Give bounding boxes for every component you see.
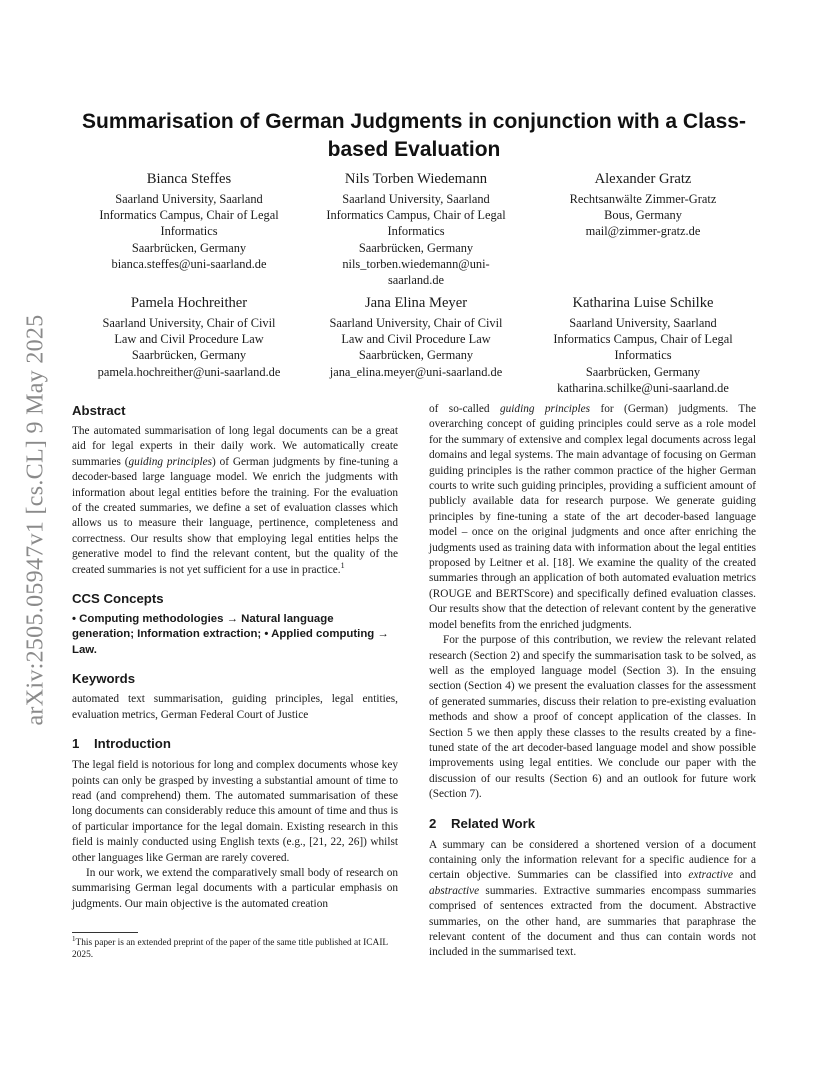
author-affiliation: Saarland University, Chair of Civil Law and Civil Procedure Law Saarbrücken, Germany jana_elina.meyer@uni-saarland.de xyxy=(329,316,503,379)
author-block xyxy=(305,294,527,380)
paragraph-emphasis: guiding principles xyxy=(499,403,591,415)
paragraph-text-part: for (German) judgments. The overarching concept of guiding principles could serve as a role model for the summary of extensive and complex legal documents across legal domains and legal systems. The main advantage of focusing on German guiding principles is the rather common practice of the higher German courts to write such guiding principles, providing a sufficient amount of publicly available data for research purpose. We generate guiding principles by fine-tuning a state of the art decoder-based language model – once on the original judgments and once after enriching the judgments used as training data with information about the legal entities proposed by Leitner et al. [18]. We examine the quality of the created summaries through an application of both automated evaluation metrics (ROUGE and BERTScore) and specifically defined evaluation classes. Our results show that the detection of relevant content by the generative model benefits from the enriched judgments. xyxy=(429,403,756,631)
arxiv-identifier-text: arXiv:2505.05947v1 [cs.CL] 9 May 2025 xyxy=(22,314,49,726)
intro-paragraph-1: The legal field is notorious for long and complex documents whose key points can only be grasped by investing a substantial amount of time to read (and comprehend) them. The automated summarisation of these long documents can considerably reduce this amount of time and thus is of particular importance for the legal domain. Existing research in this field is mainly conducted using English texts (e.g., [21, 22, 26]) whilst other languages like German are rarely covered. xyxy=(72,759,398,864)
author-affiliation: Saarland University, Saarland Informatics Campus, Chair of Legal Informatics Saarbrücken, Germany nils_torben.wiedemann@uni- saarland.de xyxy=(326,192,506,288)
paragraph-emphasis: extractive xyxy=(688,869,733,882)
intro-paragraph-4: For the purpose of this contribution, we review the relevant related research (Section 2) and specify the summarisation task to be solved, as well as the employed language model (Section 3). In the ensuing section (Section 4) we present the evaluation classes for the assessment of generated summaries, discuss their relation to pre-existing evaluation methods and show a proof of concept application of the classes. In Section 5 we then apply these classes to the results created by a fine-tuned state of the art decoder-based language model and show possible improvements using legal entities. We conclude our paper with the discussion of our results (Section 6) and an outlook for future work (Section 7). xyxy=(429,634,756,801)
section-number: 1 xyxy=(72,736,80,752)
footnote-divider xyxy=(72,932,138,933)
author-affiliation: Saarland University, Chair of Civil Law and Civil Procedure Law Saarbrücken, Germany pamela.hochreither@uni-saarland.de xyxy=(97,316,281,379)
section-title: Related Work xyxy=(451,815,536,831)
author-affiliation: Saarland University, Saarland Informatics Campus, Chair of Legal Informatics Saarbrücken, Germany katharina.schilke@uni-saarland.de xyxy=(553,316,733,395)
related-work-paragraph-1 xyxy=(429,838,756,961)
author-block xyxy=(532,294,754,396)
author-block xyxy=(78,294,300,380)
abstract-text-part: The automated summarisation of long legal documents can be a great aid for legal experts in their daily work. We automatically create summaries ( xyxy=(72,425,398,468)
keywords-text: automated text summarisation, guiding principles, legal entities, evaluation metrics, German Federal Court of Justice xyxy=(72,693,398,721)
paragraph-text-part: of so-called xyxy=(429,403,500,415)
intro-paragraph-2: In our work, we extend the comparatively small body of research on summarising German legal documents with a particular emphasis on judgments. Our main objective is the automated creation xyxy=(72,866,398,910)
left-column xyxy=(72,402,398,912)
right-column xyxy=(429,402,756,961)
keywords-heading: Keywords xyxy=(72,671,136,687)
author-name: Jana Elina Meyer xyxy=(364,295,468,311)
section-heading-related-work xyxy=(429,815,756,832)
author-block xyxy=(532,170,754,240)
section-number: 2 xyxy=(429,815,437,831)
author-name: Pamela Hochreither xyxy=(130,295,248,311)
footnote-marker: 1 xyxy=(72,934,76,943)
intro-paragraph-3 xyxy=(429,402,756,633)
paragraph-text-part: A summary can be considered a shortened version of a document containing only the information relevant for a specific audience for a certain objective. Summaries can be classified into xyxy=(429,838,756,882)
footnote-marker: 1 xyxy=(340,560,345,570)
author-affiliation: Rechtsanwälte Zimmer-Gratz Bous, Germany mail@zimmer-gratz.de xyxy=(569,192,717,239)
author-name: Bianca Steffes xyxy=(146,171,232,187)
author-block xyxy=(78,170,300,272)
author-name: Alexander Gratz xyxy=(594,171,692,187)
author-block xyxy=(305,170,527,288)
author-name: Katharina Luise Schilke xyxy=(572,295,714,311)
abstract-text xyxy=(72,424,398,578)
author-affiliation: Saarland University, Saarland Informatics Campus, Chair of Legal Informatics Saarbrücken, Germany bianca.steffes@uni-saarland.de xyxy=(99,192,279,271)
section-heading-introduction xyxy=(72,735,398,752)
abstract-emphasis: guiding principles xyxy=(128,455,213,468)
abstract-text-part: ) of German judgments by fine-tuning a decoder-based large language model. We enrich the judgments with information about legal entities before the training. For the evaluation of the created summaries, we define a set of evaluation classes which allows us to measure their language, pertinence, completeness and correctness. Our results show that employing legal entities helps the generative model to find the relevant content, but the quality of the created summaries is not yet sufficient for a use in practice. xyxy=(72,455,399,576)
paragraph-emphasis: abstractive xyxy=(429,884,480,897)
author-name: Nils Torben Wiedemann xyxy=(344,171,488,187)
footnote-text: This paper is an extended preprint of the paper of the same title published at ICAIL 2025. xyxy=(72,938,388,961)
paper-title: Summarisation of German Judgments in conjunction with a Class-based Evaluation xyxy=(82,110,746,161)
paragraph-text-part: and xyxy=(732,869,756,882)
footnote xyxy=(72,934,398,962)
ccs-concepts-line: • Computing methodologies → Natural language generation; Information extraction; • Applied computing → Law. xyxy=(72,613,389,656)
abstract-heading: Abstract xyxy=(72,403,126,418)
paragraph-text-part: summaries. Extractive summaries encompass summaries comprised of sentences extracted from the document. Abstractive summaries, on the other hand, are summaries that paraphrase the relevant content of the document and thus can contain words not included in the summarised text. xyxy=(429,884,756,959)
ccs-heading: CCS Concepts xyxy=(72,591,164,607)
ccs-concepts-text xyxy=(72,612,398,658)
section-title: Introduction xyxy=(94,736,171,752)
